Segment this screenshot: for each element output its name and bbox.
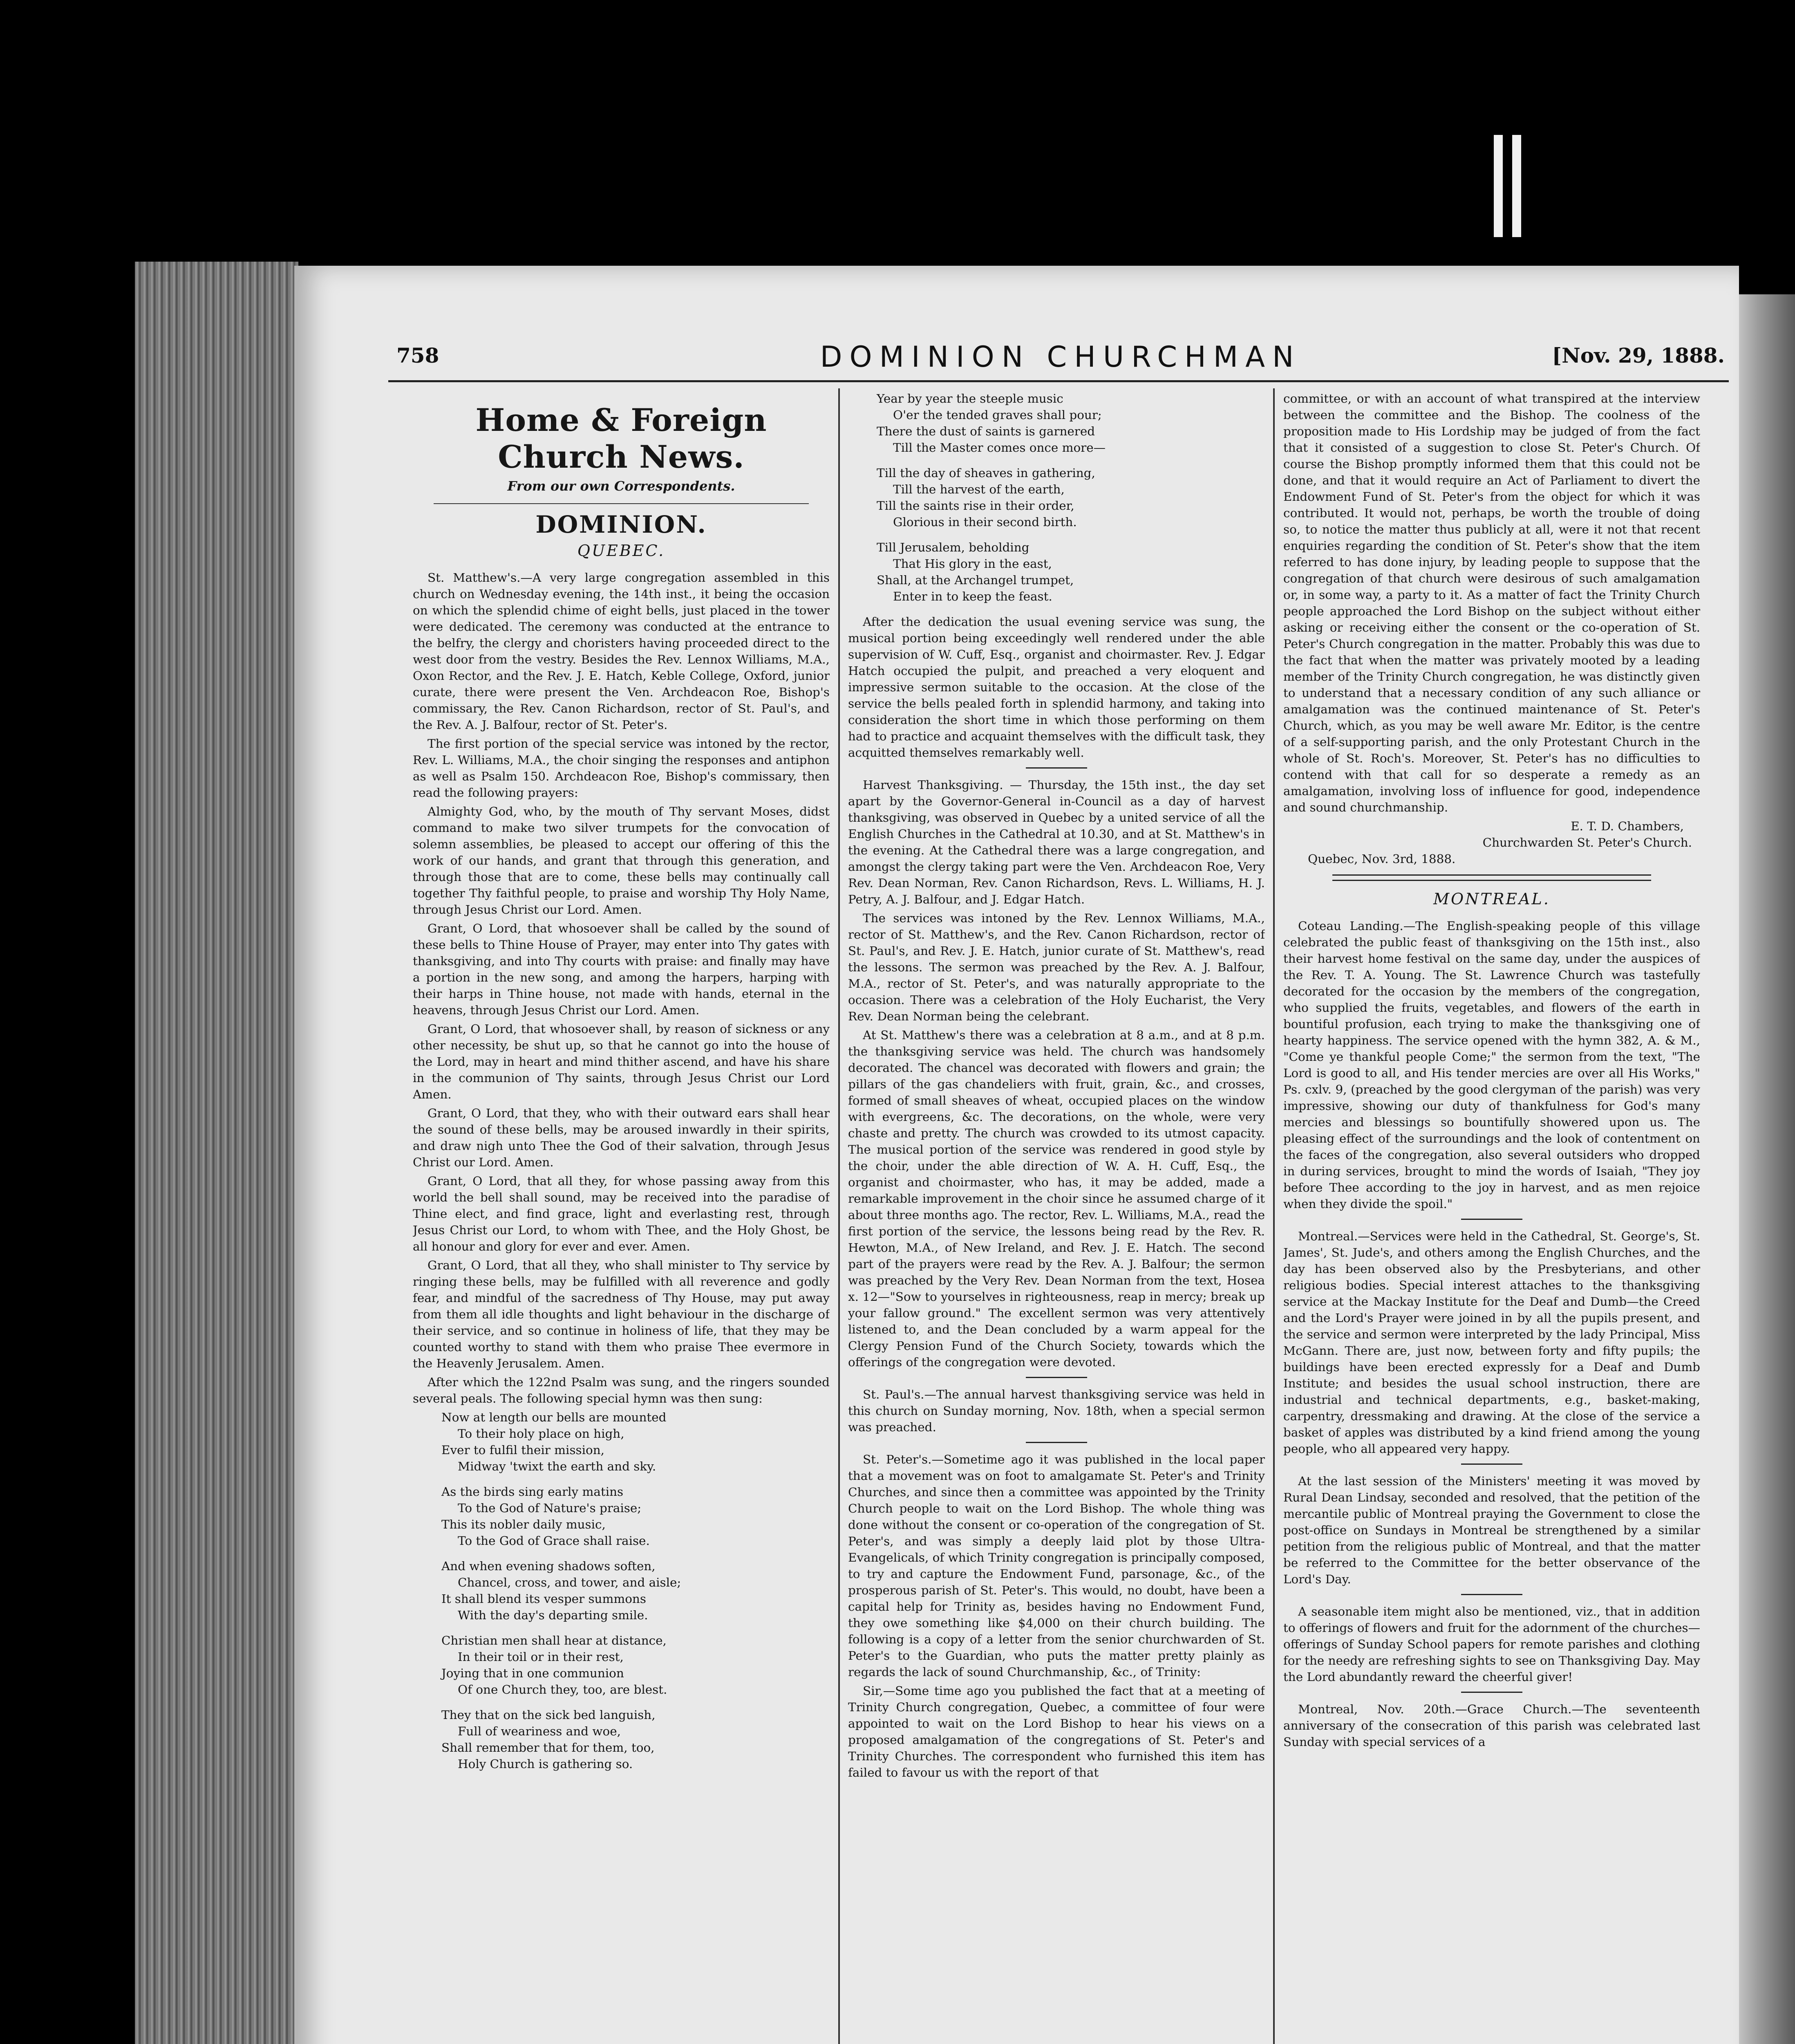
hymn-line: Full of weariness and woe, — [458, 1724, 621, 1738]
paragraph: St. Paul's.—The annual harvest thanksgiving service was held in this church on Sunday morning, Nov. 18th, when a special sermon was preached. — [848, 1387, 1265, 1434]
hymn-line: As the birds sing early matins — [441, 1485, 624, 1499]
subheading-quebec: QUEBEC. — [577, 542, 665, 560]
book-page-edges-right — [1733, 294, 1795, 2044]
paragraph: After which the 122nd Psalm was sung, and the ringers sounded several peals. The following special hymn was then sung: — [413, 1375, 830, 1405]
title-rule — [434, 503, 809, 504]
paragraph: Sir,—Some time ago you published the fact that at a meeting of Trinity Church congregation, Quebec, a committee of four were appointed to wait on the Lord Bishop to hear his views on a proposed amalgamation of the congregations of St. Peter's and Trinity Churches. The correspondent who furnished this item has failed to favour us with the report of that — [848, 1684, 1265, 1780]
hymn-line: In their toil or in their rest, — [458, 1650, 624, 1664]
issue-date: [Nov. 29, 1888. — [1552, 343, 1725, 368]
hymn-line: And when evening shadows soften, — [441, 1559, 656, 1573]
paragraph: committee, or with an account of what transpired at the interview between the committee and the Bishop. The coolness of the proposition made to His Lordship may be judged of from the fact that it consisted of a suggestion to close St. Peter's Church. Of course the Bishop promptly informed them that this could not be done, and that it would require an Act of Parliament to divert the Endowment Fund of St. Peter's from the object for which it was contributed. It would not, perhaps, be worth the trouble of doing so, to notice the matter thus publicly at all, were it not that recent enquiries regarding the condition of St. Peter's show that the item referred to has done injury, by leading people to suppose that the congregation of that church were desirous of such amalgamation or, in some way, a party to it. As a matter of fact the Trinity Church people approached the Lord Bishop on the subject without either asking or receiving either the consent or the co-operation of St. Peter's Church congregation in the matter. Probably this was due to the fact that when the matter was privately mooted by a leading member of the Trinity Church congregation, he was distinctly given to understand that a necessary condition of any such alliance or amalgamation was the continued maintenance of St. Peter's Church, which, as you may be well aware Mr. Editor, is the centre of a self-supporting parish, and the only Protestant Church in the whole of St. Roch's. Moreover, St. Peter's has no difficulties to contend with that call for so desperate a remedy as an amalgamation, involving loss of influence for good, independence and sound churchmanship. — [1283, 392, 1700, 814]
page-header — [396, 340, 1725, 380]
double-divider — [1332, 874, 1651, 881]
divider — [1026, 1377, 1087, 1378]
column-2 — [848, 390, 1265, 2044]
hymn-line: Enter in to keep the feast. — [893, 589, 1052, 603]
hymn-line: They that on the sick bed languish, — [441, 1708, 656, 1722]
column-rule-2 — [1273, 388, 1275, 2044]
paragraph: A seasonable item might also be mentioned, viz., that in addition to offerings of flowers and fruit for the adornment of the churches—offerings of Sunday School papers for remote parishes and clothing for the needy are refreshing sights to see on Thanksgiving Day. May the Lord abundantly reward the cheerful giver! — [1283, 1605, 1700, 1684]
divider — [1026, 1442, 1087, 1443]
hymn-line: Till the day of sheaves in gathering, — [877, 466, 1095, 480]
byline: From our own Correspondents. — [507, 478, 735, 494]
prayer-paragraph: Grant, O Lord, that all they, for whose passing away from this world the bell shall sound, may be received into the paradise of Thine elect, and find grace, light and everlasting rest, through Jesus Christ our Lord, to whom with Thee, and the Holy Ghost, be all honour and glory for ever and ever. Amen. — [413, 1174, 830, 1253]
paragraph: The services was intoned by the Rev. Lennox Williams, M.A., rector of St. Matthew's, and the Rev. Canon Richardson, rector of St. Paul's, and Rev. J. E. Hatch, junior curate of St. Matthew's, read the lessons. The sermon was preached by the Rev. A. J. Balfour, M.A., rector of St. Peter's, and was naturally appropriate to the occasion. There was a celebration of the Holy Eucharist, the Very Rev. Dean Norman being the celebrant. — [848, 911, 1265, 1023]
hymn-line: Till the Master comes once more— — [893, 441, 1106, 455]
masthead: DOMINION CHURCHMAN — [820, 340, 1301, 374]
signature-title: Churchwarden St. Peter's Church. — [1482, 836, 1692, 849]
hymn-line: O'er the tended graves shall pour; — [893, 408, 1102, 422]
binding-clip-top-2 — [1512, 135, 1521, 237]
paragraph: St. Peter's.—Sometime ago it was published in the local paper that a movement was on foot to amalgamate St. Peter's and Trinity Churches, and since then a committee was appointed by the Trinity Church people to wait on the Lord Bishop. The whole thing was done without the consent or co-operation of the congregation of St. Peter's, and was simply a deeply laid plot by those Ultra-Evangelicals, of which Trinity congregation is principally composed, to try and capture the Endowment Fund, parsonage, &c., of the prosperous parish of St. Peter's. This would, no doubt, have been a capital help for Trinity as, besides having no Endowment Fund, they owe something like $4,000 on their church building. The following is a copy of a letter from the senior churchwarden of St. Peter's to the Guardian, who puts the matter pretty plainly as regards the lack of sound Churchmanship, &c., of Trinity: — [848, 1452, 1265, 1679]
hymn-line: Holy Church is gathering so. — [458, 1757, 633, 1771]
hymn-line: Till Jerusalem, beholding — [877, 540, 1030, 554]
paragraph: At St. Matthew's there was a celebration at 8 a.m., and at 8 p.m. the thanksgiving service was held. The church was handsomely decorated. The chancel was decorated with flowers and grain; the pillars of the gas chandeliers with fruit, grain, &c., and crosses, formed of small sheaves of wheat, occupied places on the window with evergreens, &c. The decorations, on the whole, were very chaste and pretty. The church was crowded to its utmost capacity. The musical portion of the service was rendered in good style by the choir, under the able direction of W. A. H. Cuff, Esq., the organist and choirmaster, who has, it may be added, made a remarkable improvement in the choir since he assumed charge of it about three months ago. The rector, Rev. L. Williams, M.A., read the first portion of the service, the lessons being read by the Rev. R. Hewton, M.A., of New Ireland, and Rev. J. E. Hatch. The second part of the prayers were read by the Rev. A. J. Balfour; the sermon was preached by the Very Rev. Dean Norman from the text, Hosea x. 12—"Sow to yourselves in righteousness, reap in mercy; break up your fallow ground." The excellent sermon was very attentively listened to, and the Dean concluded by a warm appeal for the Clergy Pension Fund of the Church Society, towards which the offerings of the congregation were devoted. — [848, 1028, 1265, 1369]
prayer-paragraph: Grant, O Lord, that whosoever shall, by reason of sickness or any other necessity, be shut up, so that he cannot go into the house of the Lord, may in heart and mind thither ascend, and have his share in the communion of Thy saints, through Jesus Christ our Lord Amen. — [413, 1022, 830, 1101]
paragraph: The first portion of the special service was intoned by the rector, Rev. L. Williams, M.A., the choir singing the responses and antiphon as well as Psalm 150. Archdeacon Roe, Bishop's commissary, then read the following prayers: — [413, 737, 830, 800]
column-3 — [1283, 390, 1700, 2044]
prayer-paragraph: Almighty God, who, by the mouth of Thy servant Moses, didst command to make two silver trumpets for the convocation of solemn assemblies, be pleased to accept our offering of this the work of our hands, and grant that through this generation, and through those that are to come, these bells may continually call together Thy faithful people, to praise and worship Thy Holy Name, through Jesus Christ our Lord. Amen. — [413, 805, 830, 917]
section-title: Home & Foreign Church News. — [475, 402, 767, 475]
hymn-line: Joying that in one communion — [441, 1666, 624, 1680]
hymn-line: That His glory in the east, — [893, 557, 1052, 571]
column-rule-1 — [838, 388, 840, 2044]
divider — [1461, 1692, 1522, 1693]
hymn-continued — [877, 390, 1265, 605]
hymn-line: Shall remember that for them, too, — [441, 1741, 655, 1755]
prayer-paragraph: Grant, O Lord, that all they, who shall minister to Thy service by ringing these bells, may be fulfilled with all reverence and godly fear, and mindful of the sacredness of Thy House, may put away from them all idle thoughts and light behaviour in the discharge of their service, and so continue in holiness of life, that they may be counted worthy to stand with them who praise Thee evermore in the Heavenly Jerusalem. Amen. — [413, 1258, 830, 1370]
hymn-line: Ever to fulfil their mission, — [441, 1443, 604, 1457]
signature-name: E. T. D. Chambers, — [1571, 819, 1684, 833]
paragraph: St. Matthew's.—A very large congregation assembled in this church on Wednesday evening, the 14th inst., it being the occasion on which the splendid chime of eight bells, just placed in the tower were dedicated. The ceremony was conducted at the entrance to the belfry, the clergy and choristers having proceeded direct to the west door from the vestry. Besides the Rev. Lennox Williams, M.A., Oxon Rector, and the Rev. J. E. Hatch, Keble College, Oxford, junior curate, there were present the Ven. Archdeacon Roe, Bishop's commissary, the Rev. Canon Richardson, rector of St. Paul's, and the Rev. A. J. Balfour, rector of St. Peter's. — [413, 571, 830, 732]
hymn-line: Christian men shall hear at distance, — [441, 1634, 667, 1647]
paragraph: Montreal.—Services were held in the Cathedral, St. George's, St. James', St. Jude's, and others among the English Churches, and the day has been observed also by the Presbyterians, and other religious bodies. Special interest attaches to the thanksgiving service at the Mackay Institute for the Deaf and Dumb—the Creed and the Lord's Prayer were joined in by all the pupils present, and the service and sermon were interpreted by the lady Principal, Miss McGann. There are, just now, between forty and fifty pupils; the buildings have been erected expressly for a Deaf and Dumb Institute; and besides the usual school instruction, there are industrial and technical departments, e.g., basket-making, carpentry, dressmaking and drawing. At the close of the service a basket of apples was distributed by a kind friend among the young people, who all appeared very happy. — [1283, 1229, 1700, 1456]
paragraph: After the dedication the usual evening service was sung, the musical portion being exceedingly well rendered under the able supervision of W. Cuff, Esq., organist and choirmaster. Rev. J. Edgar Hatch occupied the pulpit, and preached a very eloquent and impressive sermon suitable to the occasion. At the close of the service the bells pealed forth in splendid harmony, and taking into consideration the short time in which those performing on them had to practice and acquaint themselves with the difficult task, they acquitted themselves remarkably well. — [848, 615, 1265, 760]
hymn-line: To their holy place on high, — [458, 1427, 624, 1441]
divider — [1461, 1464, 1522, 1465]
hymn-line: Of one Church they, too, are blest. — [458, 1683, 667, 1697]
book-page-edges-left — [135, 262, 298, 2044]
header-rule — [388, 380, 1729, 382]
heading-dominion: DOMINION. — [535, 511, 707, 538]
hymn-line: With the day's departing smile. — [458, 1608, 648, 1622]
hymn-line: To the God of Nature's praise; — [458, 1501, 642, 1515]
column-1 — [413, 390, 830, 2044]
hymn-line: Glorious in their second birth. — [893, 515, 1077, 529]
paragraph: Coteau Landing.—The English-speaking people of this village celebrated the public feast of thanksgiving on the 15th inst., also their harvest home festival on the same day, under the auspices of the Rev. T. A. Young. The St. Lawrence Church was tastefully decorated for the occasion by the members of the congregation, who supplied the fruits, vegetables, and flowers of the earth in bountiful profusion, each trying to make the thanksgiving one of hearty happiness. The service opened with the hymn 382, A. & M., "Come ye thankful people Come;" the sermon from the text, "The Lord is good to all, and His tender mercies are over all His Works," Ps. cxlv. 9, (preached by the good clergyman of the parish) was very impressive, showing our duty of thankfulness for God's many mercies and blessings so bountifully showered upon us. The pleasing effect of the surroundings and the look of contentment on the faces of the congregation, also several outsiders who dropped in during services, brought to mind the words of Isaiah, "They joy before Thee according to the joy in harvest, and as men rejoice when they divide the spoil." — [1283, 919, 1700, 1211]
hymn-line: It shall blend its vesper summons — [441, 1592, 646, 1606]
hymn-line: Shall, at the Archangel trumpet, — [877, 573, 1074, 587]
prayer-paragraph: Grant, O Lord, that whosoever shall be called by the sound of these bells to Thine House of Prayer, may enter into Thy gates with thanksgiving, and into Thy courts with praise: and finally may have a portion in the new song, and among the harpers, harping with their harps in Thine house, not made with hands, eternal in the heavens, through Jesus Christ our Lord. Amen. — [413, 921, 830, 1017]
hymn-line: Year by year the steeple music — [877, 392, 1063, 406]
divider — [1461, 1594, 1522, 1595]
hymn-line: Till the saints rise in their order, — [877, 499, 1074, 513]
paragraph: At the last session of the Ministers' meeting it was moved by Rural Dean Lindsay, seconded and resolved, that the petition of the mercantile public of Montreal praying the Government to close the post-office on Sundays in Montreal be strengthened by a similar petition from the religious public of Montreal, and that the matter be referred to the Committee for the better observance of the Lord's Day. — [1283, 1474, 1700, 1586]
binding-clip-top-1 — [1494, 135, 1503, 237]
prayer-paragraph: Grant, O Lord, that they, who with their outward ears shall hear the sound of these bells, may be aroused inwardly in their spirits, and draw nigh unto Thee the God of their salvation, through Jesus Christ our Lord. Amen. — [413, 1106, 830, 1169]
hymn-line: To the God of Grace shall raise. — [458, 1534, 650, 1548]
hymn-line: Chancel, cross, and tower, and aisle; — [458, 1576, 681, 1589]
divider — [1461, 1219, 1522, 1220]
page-number: 758 — [396, 343, 439, 368]
hymn — [441, 1409, 830, 1772]
subheading-montreal: MONTREAL. — [1433, 890, 1550, 908]
newspaper-page — [294, 266, 1739, 2044]
paragraph: Harvest Thanksgiving. — Thursday, the 15th inst., the day set apart by the Governor-General in-Council as a day of harvest thanksgiving, was observed in Quebec by a united service of all the English Churches in the Cathedral at 10.30, and at St. Matthew's in the evening. At the Cathedral there was a large congregation, and amongst the clergy taking part were the Ven. Archdeacon Roe, Very Rev. Dean Norman, Rev. Canon Richardson, Revs. L. Williams, H. J. Petry, A. J. Balfour, and J. Edgar Hatch. — [848, 778, 1265, 906]
hymn-line: There the dust of saints is garnered — [877, 424, 1095, 438]
hymn-line: Midway 'twixt the earth and sky. — [458, 1459, 656, 1473]
hymn-line: Now at length our bells are mounted — [441, 1410, 667, 1424]
paragraph: Montreal, Nov. 20th.—Grace Church.—The seventeenth anniversary of the consecration of this parish was celebrated last Sunday with special services of a — [1283, 1702, 1700, 1749]
signature-place-date: Quebec, Nov. 3rd, 1888. — [1308, 852, 1456, 866]
divider — [1026, 767, 1087, 769]
hymn-line: Till the harvest of the earth, — [893, 482, 1065, 496]
hymn-line: This its nobler daily music, — [441, 1517, 606, 1531]
